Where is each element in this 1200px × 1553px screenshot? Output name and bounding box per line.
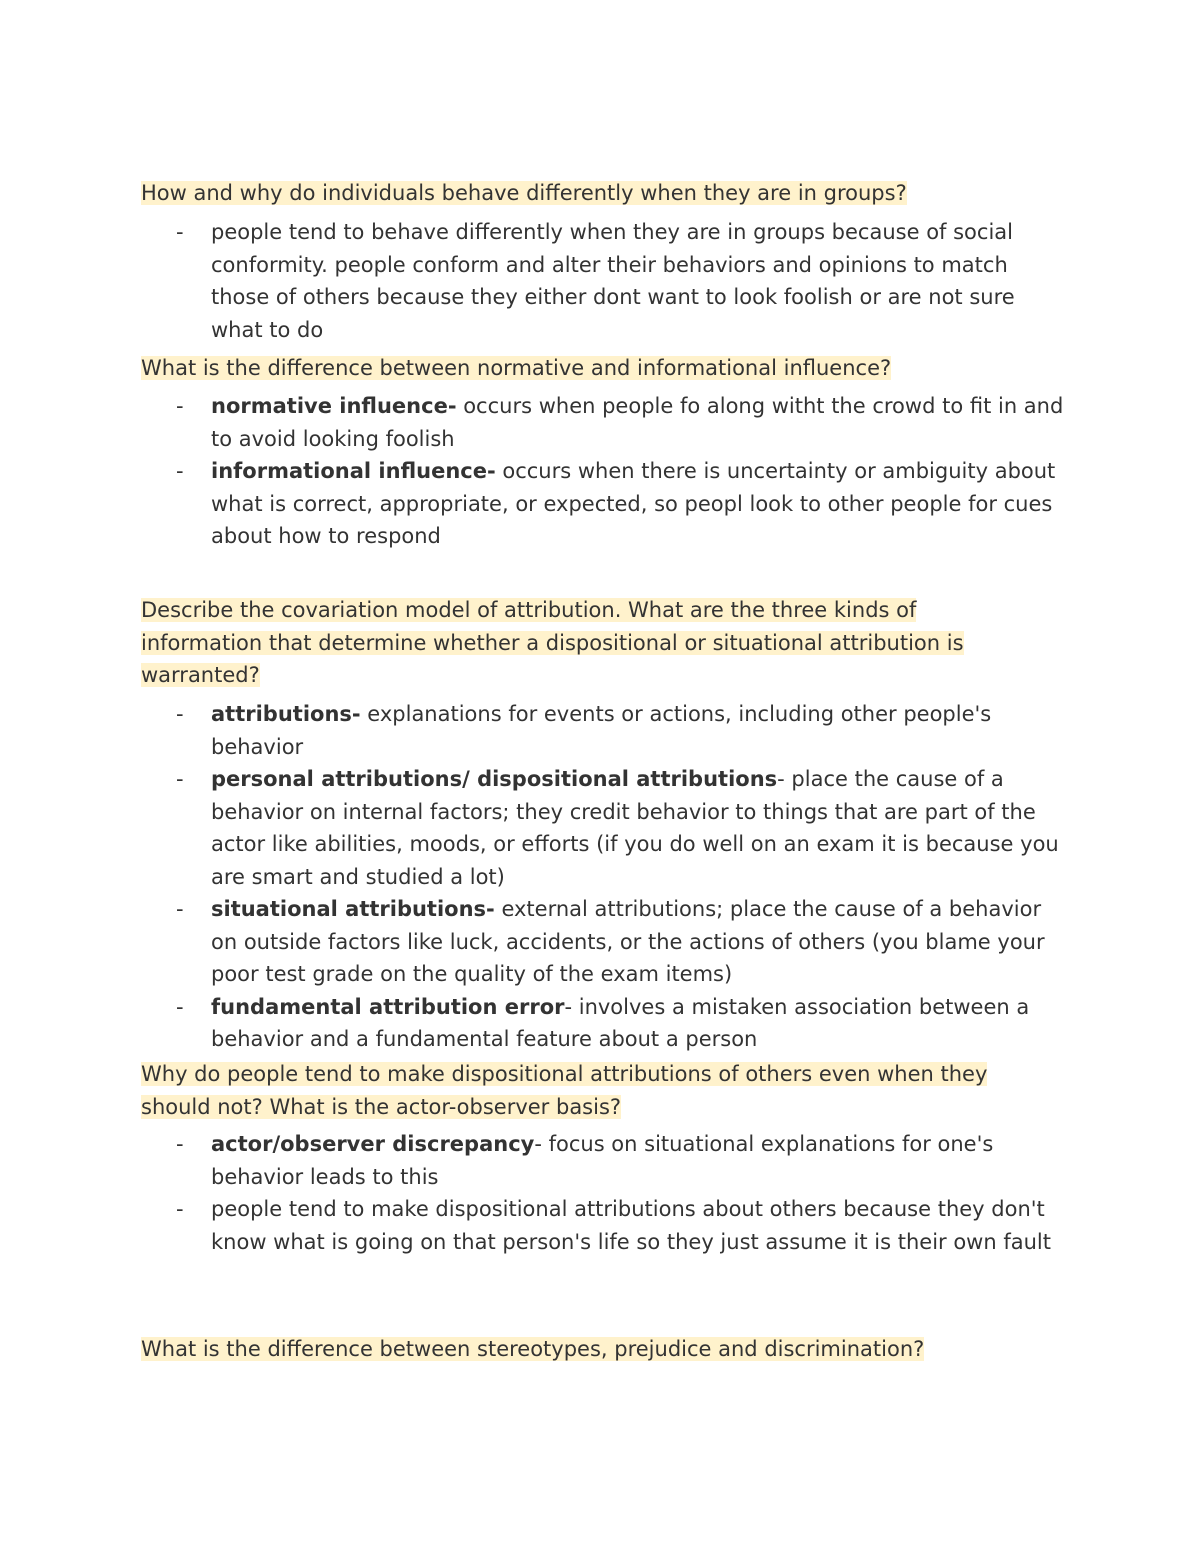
answer-text: explanations for events or actions, including other people's behavior [211, 702, 992, 759]
answer-term: fundamental attribution error [211, 994, 565, 1019]
bullet-dash: - [176, 459, 184, 483]
answer-text: occurs when people fo along witht the crowd to fit in and to avoid looking foolish [211, 394, 1064, 451]
answer-text: occurs when there is uncertainty or ambiguity about what is correct, appropriate, or expected, so peopl look to other people for cues about how to respond [211, 459, 1056, 548]
question-heading [141, 177, 907, 210]
list-item [141, 893, 1071, 991]
answer-term: informational influence- [211, 459, 496, 483]
list-item [141, 698, 1071, 763]
answer-text: external attributions; place the cause of a behavior on outside factors like luck, accidents, or the actions of others (you blame your poor test grade on the quality of the exam items) [211, 897, 1045, 986]
list-item [141, 216, 1071, 346]
answer-list [141, 1128, 1071, 1258]
list-item [141, 1128, 1071, 1193]
question-text: Why do people tend to make dispositional attributions of others even when they should not? What is the actor-observer basis? [141, 1062, 988, 1119]
answer-text: - involves a mistaken association between a behavior and a fundamental feature about a person [211, 994, 1030, 1051]
question-heading [141, 1058, 1021, 1123]
question-text: What is the difference between stereotypes, prejudice and discrimination? [141, 1337, 925, 1361]
answer-text: people tend to make dispositional attributions about others because they don't know what is going on that person's life so they just assume it is their own fault [211, 1197, 1051, 1254]
answer-list [141, 390, 1071, 553]
question-text: How and why do individuals behave differently when they are in groups? [141, 181, 907, 205]
answer-text: - focus on situational explanations for one's behavior leads to this [211, 1132, 994, 1189]
bullet-dash: - [176, 1132, 184, 1156]
answer-text: - place the cause of a behavior on internal factors; they credit behavior to things that are part of the actor like abilities, moods, or efforts (if you do well on an exam it is because you are smart and studied a lot) [211, 767, 1059, 889]
bullet-dash: - [176, 220, 184, 244]
question-text: Describe the covariation model of attribution. What are the three kinds of information that determine whether a dispositional or situational attribution is warranted? [141, 598, 964, 687]
question-heading [141, 1333, 924, 1366]
answer-list [141, 216, 1071, 346]
answer-term: situational attributions- [211, 897, 495, 921]
answer-term: actor/observer discrepancy [211, 1132, 535, 1156]
bullet-dash: - [176, 897, 184, 921]
list-item [141, 390, 1071, 455]
list-item [141, 455, 1071, 553]
answer-list [141, 698, 1071, 1056]
answer-term: attributions- [211, 702, 361, 726]
list-item [141, 1193, 1071, 1258]
bullet-dash: - [176, 702, 184, 726]
bullet-dash: - [176, 767, 184, 791]
bullet-dash: - [176, 1197, 184, 1221]
answer-term: normative influence- [211, 394, 457, 418]
question-heading [141, 594, 1011, 692]
answer-term: personal attributions/ dispositional attributions [211, 767, 778, 791]
list-item [141, 991, 1071, 1056]
question-text: What is the difference between normative and informational influence? [141, 356, 892, 380]
bullet-dash: - [176, 394, 184, 418]
answer-text: people tend to behave differently when they are in groups because of social conformity. people conform and alter their behaviors and opinions to match those of others because they either dont want to look foolish or are not sure what to do [211, 220, 1015, 342]
bullet-dash: - [176, 994, 184, 1019]
question-heading [141, 352, 891, 385]
list-item [141, 763, 1071, 893]
